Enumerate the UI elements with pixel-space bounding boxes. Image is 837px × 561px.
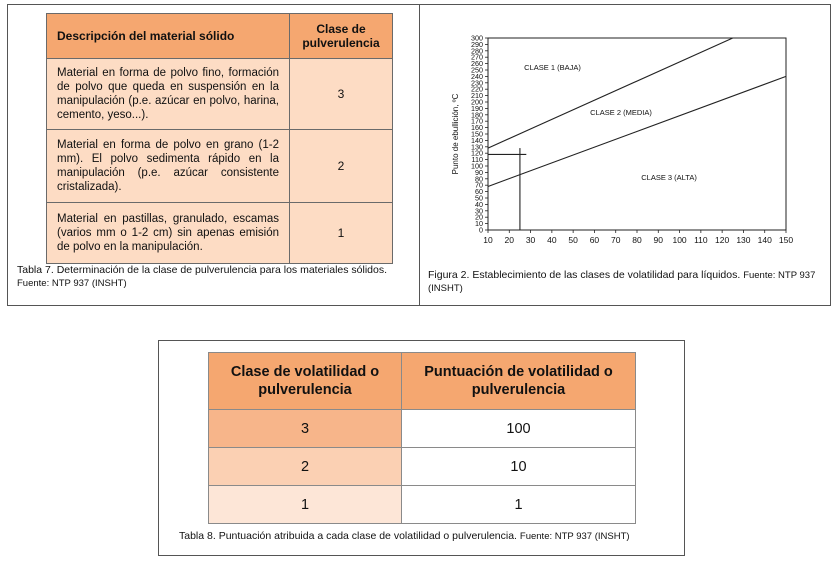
x-tick-label: 20: [504, 235, 515, 245]
x-tick-label: 130: [736, 235, 751, 245]
figure2-caption: [428, 269, 823, 295]
table7-caption-text: Tabla 7. Determinación de la clase de pulverulencia para los materiales sólidos.: [17, 264, 388, 276]
table-row: [209, 486, 636, 524]
x-tick-label: 120: [715, 235, 730, 245]
table7-cell-description: Material en pastillas, granulado, escamas (varios mm o 1-2 cm) sin apenas emisión de polvo en la manipulación.: [47, 203, 290, 264]
table7-caption: [17, 264, 397, 290]
table8-cell-score: 1: [402, 486, 636, 524]
x-tick-label: 110: [694, 235, 708, 245]
y-tick-label: 260: [471, 59, 483, 69]
y-tick-label: 110: [471, 155, 483, 165]
x-tick-label: 100: [672, 235, 687, 245]
figure2-caption-text: Figura 2. Establecimiento de las clases de volatilidad para líquidos.: [428, 269, 741, 281]
y-tick-label: 190: [471, 103, 483, 113]
table-row: [209, 410, 636, 448]
series-line-1: [488, 38, 733, 148]
y-tick-label: 210: [471, 91, 483, 101]
class-annotation-1: CLASE 1 (BAJA): [524, 63, 581, 72]
series-line-2: [488, 76, 786, 186]
table7-panel: [7, 4, 420, 306]
table7-header-class: Clase de pulverulencia: [290, 14, 393, 59]
y-tick-label: 50: [475, 193, 483, 203]
y-tick-label: 130: [471, 142, 483, 152]
y-tick-label: 290: [471, 39, 483, 49]
x-tick-label: 10: [483, 235, 493, 245]
table8-cell-class: 3: [209, 410, 402, 448]
y-tick-label: 30: [475, 206, 483, 216]
y-tick-label: 170: [471, 116, 483, 126]
table8-caption-source: Fuente: NTP 937 (INSHT): [519, 531, 630, 542]
table8-header-class: Clase de volatilidad o pulverulencia: [209, 353, 402, 410]
table-row: [47, 203, 393, 264]
y-tick-label: 140: [471, 135, 483, 145]
x-tick-label: 50: [568, 235, 578, 245]
table-row: [47, 59, 393, 130]
x-tick-label: 140: [757, 235, 772, 245]
y-tick-label: 250: [471, 65, 483, 75]
y-tick-label: 240: [471, 71, 483, 81]
table8-caption: [179, 530, 679, 543]
x-tick-label: 90: [653, 235, 664, 245]
y-tick-label: 60: [475, 187, 483, 197]
figure2-panel: [419, 4, 831, 306]
y-tick-label: 280: [471, 46, 483, 56]
class-annotation-3: CLASE 3 (ALTA): [641, 173, 697, 183]
x-tick-label: 70: [610, 235, 621, 245]
y-tick-label: 230: [471, 78, 483, 88]
table8-cell-score: 100: [402, 410, 636, 448]
x-tick-label: 60: [589, 235, 600, 245]
x-tick-label: 30: [525, 235, 536, 245]
table-row: [209, 448, 636, 486]
y-tick-label: 120: [471, 148, 483, 158]
y-tick-label: 90: [475, 167, 483, 177]
volatility-chart: [420, 5, 830, 267]
y-axis-label: Punto de ebullición, ºC: [451, 93, 460, 175]
y-tick-label: 180: [471, 110, 483, 120]
table8-cell-score: 10: [402, 448, 636, 486]
y-tick-label: 70: [475, 180, 483, 190]
table7: [46, 13, 393, 264]
x-tick-label: 40: [547, 235, 557, 245]
y-tick-label: 0: [479, 225, 483, 235]
y-tick-label: 20: [475, 212, 483, 222]
y-tick-label: 80: [475, 174, 483, 184]
figure2-caption-source: Fuente: NTP 937 (INSHT): [428, 270, 816, 294]
table8-cell-class: 2: [209, 448, 402, 486]
y-tick-label: 300: [471, 33, 483, 43]
y-tick-label: 10: [475, 219, 483, 229]
y-tick-label: 100: [471, 161, 483, 171]
table8-panel: [158, 340, 685, 556]
y-tick-label: 40: [475, 199, 483, 209]
table7-cell-description: Material en forma de polvo fino, formación de polvo que queda en suspensión en la manipulación (p.e. azúcar en polvo, harina, cemento, yeso...).: [47, 59, 290, 130]
x-tick-label: 150: [778, 235, 794, 245]
table-row: [47, 130, 393, 203]
table8-caption-text: Tabla 8. Puntuación atribuida a cada clase de volatilidad o pulverulencia.: [179, 530, 517, 542]
y-tick-label: 200: [471, 97, 483, 107]
y-tick-label: 220: [471, 84, 483, 94]
table8: [208, 352, 636, 524]
table7-cell-class: 1: [290, 203, 393, 264]
y-tick-label: 270: [471, 52, 483, 62]
y-tick-label: 150: [471, 129, 483, 139]
y-tick-label: 160: [471, 123, 483, 133]
table7-cell-description: Material en forma de polvo en grano (1-2 mm). El polvo sedimenta rápido en la manipulación (p.e. azúcar consistente cristalizada).: [47, 130, 290, 203]
table8-header-score: Puntuación de volatilidad o pulverulencia: [402, 353, 636, 410]
table7-header-description: Descripción del material sólido: [47, 14, 290, 59]
table8-cell-class: 1: [209, 486, 402, 524]
table7-cell-class: 3: [290, 59, 393, 130]
x-tick-label: 80: [632, 235, 642, 245]
table7-caption-source: Fuente: NTP 937 (INSHT): [17, 278, 127, 289]
class-annotation-2: CLASE 2 (MEDIA): [590, 107, 652, 117]
table7-cell-class: 2: [290, 130, 393, 203]
